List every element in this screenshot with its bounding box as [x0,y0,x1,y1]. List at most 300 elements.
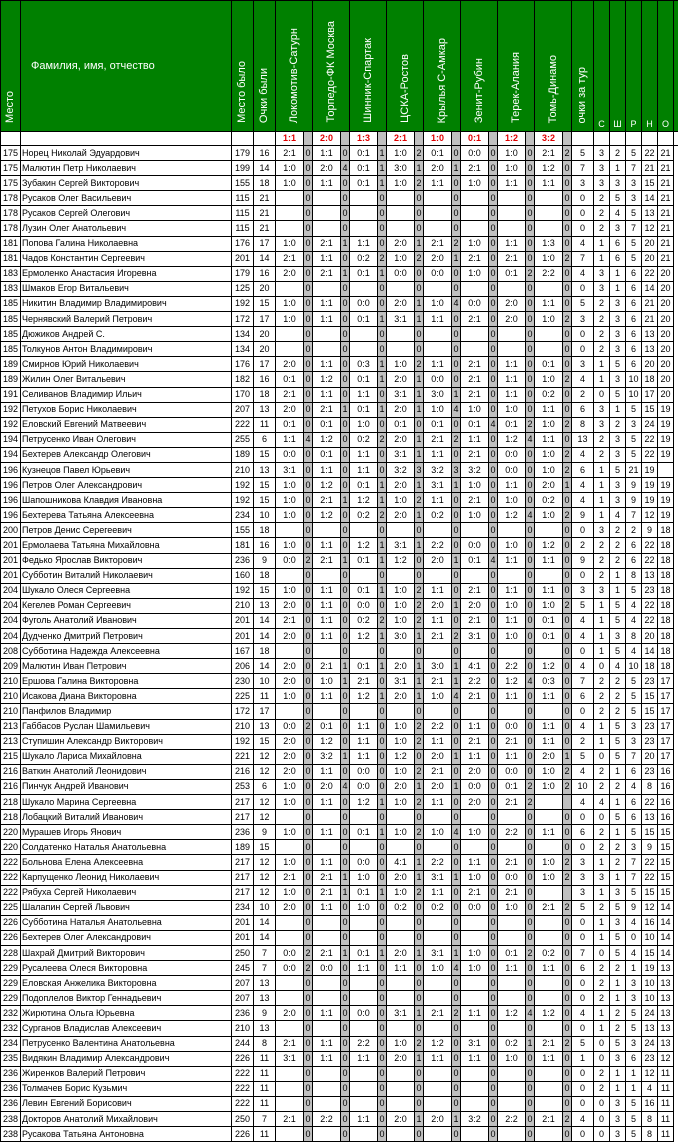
points-were-cell: 13 [254,976,276,991]
prediction-cell [461,342,489,357]
prediction-cell: 2:0 [313,779,341,794]
prediction-cell: 1:1 [535,734,563,749]
points-were-cell: 15 [254,734,276,749]
name-cell: Видякин Владимир Александрович [21,1051,232,1066]
place-cell: 178 [1,206,21,221]
prediction-cell: 1:0 [387,598,415,613]
prediction-cell: 0:1 [350,885,378,900]
prediction-cell: 3:0 [424,659,452,674]
match-points-cell: 0 [304,176,313,191]
name-cell: Смирнов Юрий Николаевич [21,357,232,372]
table-row [1,613,678,628]
match-points-cell: 0 [304,251,313,266]
match-points-cell: 0 [452,221,461,236]
prediction-cell: 2:1 [313,402,341,417]
prediction-cell [424,840,452,855]
n-cell: 10 [642,991,658,1006]
prediction-cell: 0:2 [535,945,563,960]
o-cell: 17 [658,689,674,704]
table-row [1,447,678,462]
prediction-cell: 0:0 [498,447,526,462]
sh-cell: 3 [610,1051,626,1066]
o-cell: 20 [658,312,674,327]
round-points-cell: 0 [572,644,594,659]
prev-place-cell: 199 [232,161,254,176]
round-points-cell: 3 [572,583,594,598]
match-points-cell: 0 [304,462,313,477]
match-points-cell: 0 [341,961,350,976]
prediction-cell: 0:2 [350,251,378,266]
header-round-points: очки за тур [572,1,594,132]
match-points-cell: 0 [563,191,572,206]
prediction-cell: 1:1 [350,462,378,477]
prediction-cell: 0:0 [461,900,489,915]
n-cell: 9 [642,523,658,538]
sh-cell: 1 [610,795,626,810]
table-row [1,644,678,659]
prediction-cell: 0:1 [350,266,378,281]
prediction-cell [461,191,489,206]
name-cell: Мурашев Игорь Янович [21,825,232,840]
prev-place-cell: 134 [232,342,254,357]
sh-cell: 3 [610,312,626,327]
prediction-cell [313,523,341,538]
match-points-cell: 1 [378,176,387,191]
round-points-cell: 1 [572,1051,594,1066]
prediction-cell: 2:0 [424,749,452,764]
prediction-cell [461,704,489,719]
round-points-cell: 5 [572,598,594,613]
match-points-cell: 0 [415,553,424,568]
match-points-cell: 0 [415,342,424,357]
name-cell: Рябуха Сергей Николаевич [21,885,232,900]
round-points-cell: 2 [572,734,594,749]
match-points-cell: 0 [489,1021,498,1036]
points-were-cell: 18 [254,523,276,538]
prediction-cell: 0:1 [350,659,378,674]
prediction-cell [276,191,304,206]
place-cell: 222 [1,870,21,885]
place-cell: 220 [1,840,21,855]
prediction-cell [535,915,563,930]
prediction-cell [424,206,452,221]
prediction-cell: 1:0 [535,855,563,870]
table-row [1,1096,678,1111]
prev-place-cell: 255 [232,432,254,447]
match-points-cell: 2 [563,462,572,477]
prediction-cell [498,1081,526,1096]
result-8: 3:2 [535,132,563,146]
match-points-cell: 1 [415,236,424,251]
name-cell: Жилин Олег Витальевич [21,372,232,387]
match-points-cell: 2 [415,583,424,598]
match-points-cell: 0 [489,900,498,915]
prediction-cell: 0:1 [313,719,341,734]
prev-place-cell: 225 [232,689,254,704]
prediction-cell: 2:1 [424,236,452,251]
match-points-cell: 0 [563,825,572,840]
prediction-cell: 1:0 [387,825,415,840]
place-cell: 232 [1,1006,21,1021]
round-points-cell: 6 [572,961,594,976]
table-row [1,976,678,991]
match-points-cell: 0 [415,1081,424,1096]
name-cell: Левин Евгений Борисович [21,1096,232,1111]
round-points-cell: 0 [572,1081,594,1096]
match-points-cell: 0 [489,1081,498,1096]
table-row [1,1066,678,1081]
n-cell: 23 [642,719,658,734]
match-points-cell: 0 [563,357,572,372]
points-were-cell: 17 [254,704,276,719]
r-cell: 3 [626,719,642,734]
r-cell: 9 [626,493,642,508]
o-cell: 13 [658,1006,674,1021]
name-cell: Малютин Петр Николаевич [21,161,232,176]
n-cell: 22 [642,870,658,885]
name-cell: Лузин Олег Анатольевич [21,221,232,236]
n-cell: 23 [642,1051,658,1066]
prediction-cell: 2:0 [276,734,304,749]
match-points-cell: 0 [489,402,498,417]
match-points-cell: 0 [489,915,498,930]
prediction-cell [535,1021,563,1036]
prediction-cell: 1:3 [535,236,563,251]
prev-place-cell: 245 [232,961,254,976]
match-points-cell: 0 [304,221,313,236]
prev-place-cell: 115 [232,206,254,221]
round-points-cell: 5 [572,296,594,311]
points-were-cell: 15 [254,493,276,508]
prev-place-cell: 192 [232,583,254,598]
match-points-cell: 0 [452,191,461,206]
prediction-cell [387,1021,415,1036]
prediction-cell [498,644,526,659]
match-points-cell: 0 [304,357,313,372]
sh-cell: 5 [610,900,626,915]
match-points-cell: 0 [489,810,498,825]
match-points-cell: 0 [304,749,313,764]
prediction-cell: 1:0 [498,629,526,644]
prediction-cell [498,523,526,538]
prediction-cell [313,1096,341,1111]
name-cell: Чернявский Валерий Петрович [21,312,232,327]
o-cell: 20 [658,372,674,387]
match-points-cell: 0 [378,1051,387,1066]
prediction-cell: 3:2 [313,749,341,764]
o-cell: 20 [658,266,674,281]
prediction-cell: 2:1 [276,387,304,402]
match-points-cell: 0 [489,583,498,598]
match-points-cell: 1 [415,855,424,870]
n-cell: 13 [642,1021,658,1036]
prediction-cell [387,930,415,945]
match-points-cell: 2 [563,146,572,161]
s-cell: 1 [594,930,610,945]
points-were-cell: 8 [254,1036,276,1051]
match-points-cell: 1 [415,432,424,447]
prediction-cell [387,1096,415,1111]
match-points-cell: 0 [304,855,313,870]
prediction-cell: 1:0 [387,176,415,191]
prediction-cell [535,1096,563,1111]
r-cell: 6 [626,553,642,568]
prediction-cell: 1:0 [498,146,526,161]
prediction-cell [313,568,341,583]
points-were-cell: 13 [254,1021,276,1036]
points-were-cell: 7 [254,945,276,960]
r-cell: 1 [626,1066,642,1081]
s-cell: 1 [594,462,610,477]
n-cell: 24 [642,1006,658,1021]
round-points-cell: 9 [572,508,594,523]
round-points-cell: 0 [572,930,594,945]
match-points-cell: 1 [378,689,387,704]
match-points-cell: 0 [563,991,572,1006]
round-points-cell: 4 [572,493,594,508]
prediction-cell [424,810,452,825]
prediction-cell [424,523,452,538]
prediction-cell [276,1066,304,1081]
match-points-cell: 0 [452,930,461,945]
match-points-cell: 0 [415,417,424,432]
match-points-cell: 0 [489,266,498,281]
round-points-cell: 0 [572,523,594,538]
sh-cell: 3 [610,493,626,508]
match-points-cell: 0 [526,447,535,462]
prediction-cell: 2:1 [424,629,452,644]
prediction-cell: 2:2 [498,825,526,840]
prediction-cell: 3:1 [424,870,452,885]
match-points-cell: 0 [304,508,313,523]
r-cell: 3 [626,191,642,206]
prediction-cell [276,523,304,538]
points-were-cell: 15 [254,447,276,462]
s-cell: 1 [594,1021,610,1036]
prediction-cell: 0:3 [535,674,563,689]
match-points-cell: 0 [452,327,461,342]
match-points-cell: 2 [452,1006,461,1021]
match-points-cell: 0 [378,281,387,296]
name-cell: Бехтерев Олег Александрович [21,930,232,945]
match-points-cell: 0 [341,598,350,613]
o-cell: 16 [658,795,674,810]
table-row [1,372,678,387]
match-points-cell: 1 [415,629,424,644]
prediction-cell [424,191,452,206]
n-cell: 19 [642,961,658,976]
round-points-cell: 0 [572,1096,594,1111]
prediction-cell: 0:0 [461,779,489,794]
prediction-cell: 0:1 [498,266,526,281]
points-were-cell: 13 [254,462,276,477]
place-cell: 204 [1,598,21,613]
name-cell: Попова Галина Николаевна [21,236,232,251]
n-cell: 10 [642,930,658,945]
prediction-cell: 1:0 [461,961,489,976]
prediction-cell: 0:1 [535,357,563,372]
o-cell: 20 [658,296,674,311]
prediction-cell: 3:2 [461,1112,489,1127]
sh-cell: 5 [610,945,626,960]
table-row [1,900,678,915]
match-points-cell: 0 [304,493,313,508]
n-cell: 22 [642,432,658,447]
prediction-cell [313,327,341,342]
match-points-cell: 0 [452,312,461,327]
prediction-cell [461,221,489,236]
r-cell: 5 [626,583,642,598]
match-points-cell: 0 [378,779,387,794]
result-6: 0:1 [461,132,489,146]
prediction-cell: 2:1 [424,432,452,447]
match-points-cell: 0 [489,991,498,1006]
s-cell: 4 [594,795,610,810]
o-cell: 17 [658,674,674,689]
match-points-cell: 0 [526,749,535,764]
match-points-cell: 0 [489,689,498,704]
prediction-cell [424,1127,452,1142]
table-row [1,945,678,960]
prediction-cell [387,1127,415,1142]
round-points-cell: 7 [572,251,594,266]
o-cell: 15 [658,825,674,840]
match-points-cell: 1 [378,146,387,161]
prediction-cell: 2:1 [461,357,489,372]
table-row [1,1036,678,1051]
round-points-cell: 0 [572,221,594,236]
prediction-cell: 1:0 [461,478,489,493]
match-points-cell: 0 [563,493,572,508]
match-points-cell: 0 [341,523,350,538]
match-points-cell: 0 [341,629,350,644]
prediction-cell: 2:1 [461,387,489,402]
match-points-cell: 0 [526,1096,535,1111]
prediction-cell: 1:0 [424,402,452,417]
prediction-cell [461,1127,489,1142]
prediction-cell [387,568,415,583]
n-cell: 14 [642,644,658,659]
n-cell: 15 [642,402,658,417]
match-points-cell: 0 [341,840,350,855]
match-points-cell: 2 [304,961,313,976]
match-points-cell: 0 [452,734,461,749]
prediction-cell [276,991,304,1006]
sh-cell: 5 [610,387,626,402]
match-points-cell: 0 [563,206,572,221]
sh-cell: 2 [610,689,626,704]
result-4: 2:1 [387,132,415,146]
match-points-cell: 0 [304,915,313,930]
s-cell: 1 [594,478,610,493]
match-points-cell: 4 [526,432,535,447]
prediction-cell: 3:1 [276,462,304,477]
table-row [1,236,678,251]
match-points-cell: 0 [378,1112,387,1127]
prediction-cell: 2:1 [461,689,489,704]
prediction-cell: 1:0 [313,674,341,689]
match-points-cell: 0 [341,1051,350,1066]
place-cell: 189 [1,357,21,372]
sh-cell: 5 [610,644,626,659]
prediction-cell: 0:1 [276,417,304,432]
match-points-cell: 0 [304,930,313,945]
prediction-cell [424,1096,452,1111]
o-cell: 14 [658,900,674,915]
match-points-cell: 0 [526,1112,535,1127]
prediction-cell: 1:2 [535,161,563,176]
header-match-8: Томь-Динамо [535,1,572,132]
match-points-cell: 0 [563,976,572,991]
round-points-cell: 10 [572,779,594,794]
match-points-cell: 0 [526,176,535,191]
match-points-cell: 0 [378,568,387,583]
match-points-cell: 0 [489,779,498,794]
place-cell: 216 [1,779,21,794]
place-cell: 192 [1,417,21,432]
prediction-cell [387,342,415,357]
r-cell: 5 [626,236,642,251]
points-were-cell: 10 [254,508,276,523]
match-points-cell: 1 [415,945,424,960]
match-points-cell: 1 [378,553,387,568]
prediction-cell: 1:1 [424,795,452,810]
prediction-cell [387,644,415,659]
prediction-cell: 2:0 [424,553,452,568]
match-points-cell: 0 [304,1127,313,1142]
match-points-cell: 0 [563,281,572,296]
match-points-cell: 2 [526,795,535,810]
prediction-cell: 1:2 [350,538,378,553]
round-points-cell: 3 [572,357,594,372]
match-points-cell: 0 [341,417,350,432]
match-points-cell: 1 [415,312,424,327]
match-points-cell: 1 [378,493,387,508]
match-points-cell: 0 [304,266,313,281]
match-points-cell: 0 [452,417,461,432]
sh-cell: 3 [610,372,626,387]
prediction-cell: 1:2 [350,629,378,644]
prediction-cell: 1:0 [498,161,526,176]
n-cell: 19 [642,478,658,493]
s-cell: 0 [594,1036,610,1051]
prediction-cell: 1:1 [535,432,563,447]
match-points-cell: 1 [563,478,572,493]
prediction-cell: 2:2 [350,1036,378,1051]
sh-cell: 4 [610,206,626,221]
table-row [1,523,678,538]
prediction-cell [461,1096,489,1111]
match-points-cell: 0 [489,312,498,327]
o-cell: 21 [658,191,674,206]
prediction-cell: 1:1 [313,538,341,553]
place-cell: 225 [1,900,21,915]
prediction-cell: 2:0 [461,795,489,810]
sh-cell: 3 [610,1112,626,1127]
prediction-cell: 4:1 [461,659,489,674]
match-points-cell: 0 [341,613,350,628]
n-cell: 8 [642,779,658,794]
prediction-cell: 1:1 [313,598,341,613]
match-points-cell: 1 [341,236,350,251]
prev-place-cell: 210 [232,1021,254,1036]
place-cell: 222 [1,885,21,900]
match-points-cell: 0 [563,327,572,342]
points-were-cell: 14 [254,915,276,930]
points-were-cell: 15 [254,296,276,311]
match-points-cell: 0 [452,991,461,1006]
prediction-cell [313,1127,341,1142]
